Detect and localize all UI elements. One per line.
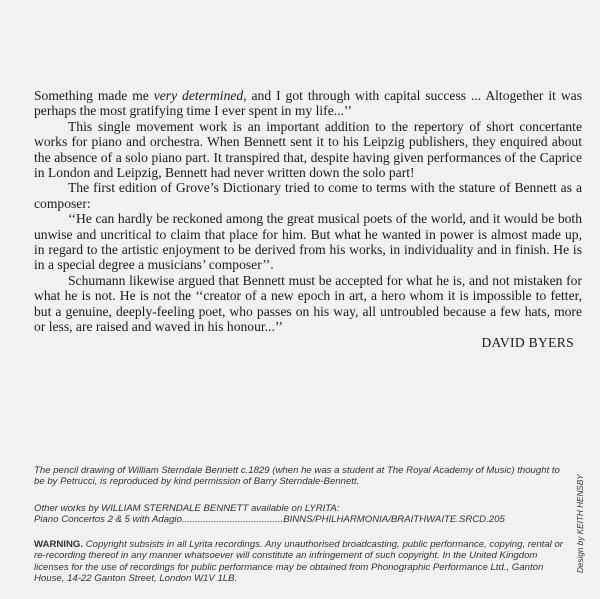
- essay-paragraph-1: [34, 88, 582, 119]
- other-works-heading: Other works by WILLIAM STERNDALE BENNETT available on LYRITA:: [34, 503, 340, 514]
- image-caption: The pencil drawing of William Sterndale Bennett c.1829 (when he was a student at The Royal Academy of Music) thought to be by Petrucci, is reproduced by kind permission of Barry Sterndale-Bennett.: [34, 465, 560, 488]
- essay-quote-grove: ‘‘He can hardly be reckoned among the great musical poets of the world, and it would be both unwise and uncritical to claim that place for him. But what he wanted in power is almost made up, in regard to the artistic enjoyment to be derived from his works, in individuality and in finish. He is in a special degree a musicians’ composer’’.: [34, 211, 582, 273]
- warning-label: WARNING.: [34, 539, 84, 550]
- essay-text-run: , and I got through with capital success ... Altogether it was perhaps the most gratifying time I ever spent in my life...’’: [34, 88, 582, 119]
- design-credit: Design by KEITH HENSBY: [576, 474, 585, 573]
- other-works: [34, 503, 564, 526]
- essay-paragraph-5: Schumann likewise argued that Bennett must be accepted for what he is, and not mistaken for what he is not. He is not the ‘‘creator of a new epoch in art, a hero whom it is impossible to fetter, but a genuine, deeply-feeling poet, who passes on his way, all untroubled because a few hats, more or less, are raised and waved in his honour...’’: [34, 272, 582, 335]
- other-works-item: Piano Concertos 2 & 5 with Adagio......................................BINNS/PHILHARMONIA/BRAITHWAITE.SRCD.205: [34, 514, 505, 526]
- copyright-warning: [34, 539, 564, 585]
- warning-text: Copyright subsists in all Lyrita recordings. Any unauthorised broadcasting, public performance, copying, rental or re-recording thereof in any manner whatsoever will constitute an infringement of such copyright. In the United Kingdom licenses for the use of recordings for public performance may be obtained from Phonographic Performance Ltd., Ganton House, 14-22 Ganton Street, London W1V 1LB.: [34, 539, 563, 585]
- author-signature: DAVID BYERS: [481, 334, 574, 350]
- essay-paragraph-2: This single movement work is an important addition to the repertory of short concertante works for piano and orchestra. When Bennett sent it to his Leipzig publishers, they enquired about the absence of a solo piano part. It transpired that, despite having given performances of the Caprice in London and Leipzig, Bennett had never written down the solo part!: [34, 118, 582, 181]
- essay-text: [34, 88, 582, 350]
- essay-text-run: Something made me: [34, 88, 154, 103]
- essay-paragraph-3: The first edition of Grove’s Dictionary tried to come to terms with the stature of Bennett as a composer:: [34, 180, 582, 211]
- essay-emphasis: very determined: [153, 88, 244, 103]
